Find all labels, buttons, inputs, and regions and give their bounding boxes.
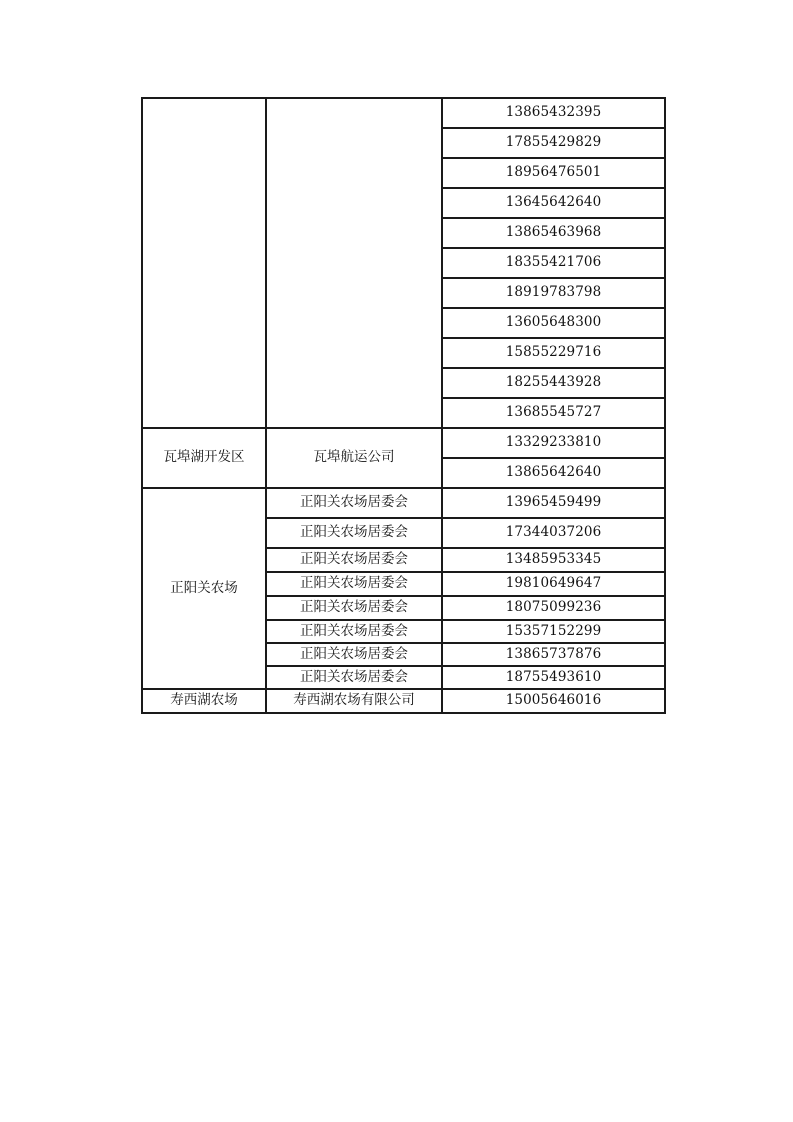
phone-cell: 13865463968: [442, 218, 665, 248]
phone-cell: 13645642640: [442, 188, 665, 218]
unit-cell: 正阳关农场居委会: [266, 643, 442, 666]
phone-cell: 19810649647: [442, 572, 665, 596]
unit-cell: 正阳关农场居委会: [266, 518, 442, 548]
phone-cell: 13865642640: [442, 458, 665, 488]
contact-table: [141, 97, 666, 714]
unit-cell: 正阳关农场居委会: [266, 572, 442, 596]
phone-cell: 13685545727: [442, 398, 665, 428]
phone-cell: 15005646016: [442, 689, 665, 713]
unit-cell: 正阳关农场居委会: [266, 666, 442, 689]
unit-cell: 正阳关农场居委会: [266, 548, 442, 572]
phone-cell: 18755493610: [442, 666, 665, 689]
phone-cell: 13329233810: [442, 428, 665, 458]
table-row: [142, 98, 665, 128]
phone-cell: 18956476501: [442, 158, 665, 188]
area-cell: [142, 98, 266, 428]
phone-cell: 13865432395: [442, 98, 665, 128]
unit-cell: 正阳关农场居委会: [266, 488, 442, 518]
phone-cell: 18255443928: [442, 368, 665, 398]
table-row: [142, 428, 665, 458]
table-row: [142, 689, 665, 713]
area-cell: 瓦埠湖开发区: [142, 428, 266, 488]
phone-cell: 13605648300: [442, 308, 665, 338]
phone-cell: 13965459499: [442, 488, 665, 518]
area-cell: 寿西湖农场: [142, 689, 266, 713]
unit-cell: 正阳关农场居委会: [266, 620, 442, 643]
unit-cell: 瓦埠航运公司: [266, 428, 442, 488]
phone-cell: 18919783798: [442, 278, 665, 308]
phone-cell: 18355421706: [442, 248, 665, 278]
phone-cell: 17855429829: [442, 128, 665, 158]
table-row: [142, 488, 665, 518]
unit-cell: 正阳关农场居委会: [266, 596, 442, 620]
phone-cell: 17344037206: [442, 518, 665, 548]
unit-cell: [266, 98, 442, 428]
phone-cell: 15357152299: [442, 620, 665, 643]
phone-cell: 15855229716: [442, 338, 665, 368]
phone-cell: 18075099236: [442, 596, 665, 620]
unit-cell: 寿西湖农场有限公司: [266, 689, 442, 713]
phone-cell: 13485953345: [442, 548, 665, 572]
phone-cell: 13865737876: [442, 643, 665, 666]
area-cell: 正阳关农场: [142, 488, 266, 689]
